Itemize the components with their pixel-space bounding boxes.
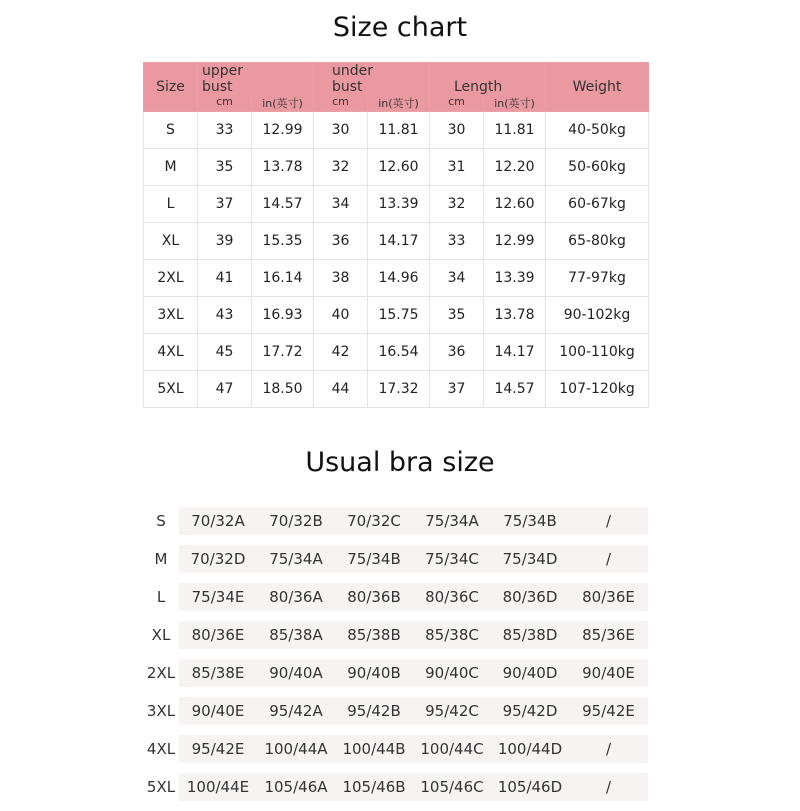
weight-header: Weight [546, 63, 649, 112]
bra-size-value-cell: / [569, 545, 648, 573]
size-value-cell: 15.35 [252, 223, 314, 260]
size-value-cell: 13.39 [484, 260, 546, 297]
bra-size-row [143, 735, 648, 763]
bra-size-row [143, 583, 648, 611]
size-chart-row [144, 112, 649, 149]
bra-size-label-cell: XL [143, 621, 179, 649]
upper-bust-header: upper bust [198, 63, 252, 96]
size-label-cell: 3XL [144, 297, 198, 334]
size-value-cell: 40 [314, 297, 368, 334]
bra-size-value-cell: 70/32D [179, 545, 257, 573]
size-value-cell: 34 [314, 186, 368, 223]
size-value-cell: 60-67kg [546, 186, 649, 223]
size-chart-row [144, 186, 649, 223]
size-label-cell: 5XL [144, 371, 198, 408]
size-label-cell: 2XL [144, 260, 198, 297]
size-value-cell: 16.93 [252, 297, 314, 334]
bra-size-value-cell: 95/42E [569, 697, 648, 725]
bra-size-value-cell: 90/40A [257, 659, 335, 687]
bra-size-label-cell: 3XL [143, 697, 179, 725]
bra-size-row [143, 697, 648, 725]
size-value-cell: 44 [314, 371, 368, 408]
under-bust-header: under bust [314, 63, 368, 96]
unit-in: in(英寸) [368, 95, 430, 112]
size-value-cell: 43 [198, 297, 252, 334]
bra-size-value-cell: 85/38C [413, 621, 491, 649]
bra-size-table [143, 497, 648, 811]
unit-cm: cm [198, 95, 252, 112]
bra-size-value-cell: 100/44A [257, 735, 335, 763]
size-value-cell: 17.32 [368, 371, 430, 408]
size-value-cell: 38 [314, 260, 368, 297]
bra-size-label-cell: L [143, 583, 179, 611]
size-chart-row [144, 223, 649, 260]
bra-size-value-cell: 80/36E [179, 621, 257, 649]
unit-in: in(英寸) [484, 95, 546, 112]
bra-size-value-cell: 90/40E [569, 659, 648, 687]
unit-cm: cm [314, 95, 368, 112]
bra-size-value-cell: 85/38E [179, 659, 257, 687]
bra-size-value-cell: 85/38B [335, 621, 413, 649]
size-value-cell: 42 [314, 334, 368, 371]
size-value-cell: 41 [198, 260, 252, 297]
size-value-cell: 36 [430, 334, 484, 371]
size-value-cell: 37 [198, 186, 252, 223]
bra-size-value-cell: 90/40B [335, 659, 413, 687]
bra-size-value-cell: 105/46A [257, 773, 335, 801]
size-value-cell: 18.50 [252, 371, 314, 408]
size-value-cell: 13.39 [368, 186, 430, 223]
size-header: Size [144, 63, 198, 112]
size-chart-row [144, 334, 649, 371]
size-value-cell: 17.72 [252, 334, 314, 371]
size-value-cell: 15.75 [368, 297, 430, 334]
size-value-cell: 65-80kg [546, 223, 649, 260]
bra-size-value-cell: 75/34A [413, 507, 491, 535]
unit-in: in(英寸) [252, 95, 314, 112]
size-value-cell: 11.81 [484, 112, 546, 149]
bra-size-value-cell: 85/38D [491, 621, 569, 649]
size-value-cell: 45 [198, 334, 252, 371]
size-value-cell: 47 [198, 371, 252, 408]
size-chart-title: Size chart [332, 12, 468, 43]
bra-size-value-cell: 80/36B [335, 583, 413, 611]
bra-size-value-cell: 75/34C [413, 545, 491, 573]
size-value-cell: 12.99 [484, 223, 546, 260]
bra-size-row [143, 659, 648, 687]
size-value-cell: 11.81 [368, 112, 430, 149]
size-label-cell: L [144, 186, 198, 223]
bra-size-value-cell: 70/32A [179, 507, 257, 535]
size-value-cell: 35 [198, 149, 252, 186]
size-chart-header-row [144, 63, 649, 96]
bra-size-label-cell: 5XL [143, 773, 179, 801]
bra-size-row [143, 507, 648, 535]
size-value-cell: 77-97kg [546, 260, 649, 297]
size-value-cell: 12.99 [252, 112, 314, 149]
size-chart-row [144, 297, 649, 334]
bra-size-value-cell: 95/42C [413, 697, 491, 725]
bra-size-value-cell: 100/44E [179, 773, 257, 801]
bra-size-value-cell: 75/34D [491, 545, 569, 573]
size-value-cell: 34 [430, 260, 484, 297]
bra-size-label-cell: 4XL [143, 735, 179, 763]
bra-size-value-cell: 85/36E [569, 621, 648, 649]
bra-size-value-cell: 75/34A [257, 545, 335, 573]
size-label-cell: XL [144, 223, 198, 260]
bra-size-value-cell: 100/44B [335, 735, 413, 763]
bra-size-value-cell: / [569, 735, 648, 763]
bra-size-value-cell: 85/38A [257, 621, 335, 649]
size-value-cell: 12.60 [368, 149, 430, 186]
size-chart-row [144, 260, 649, 297]
size-value-cell: 14.57 [252, 186, 314, 223]
bra-size-value-cell: 75/34B [491, 507, 569, 535]
bra-size-row [143, 621, 648, 649]
bra-size-title: Usual bra size [305, 447, 495, 478]
size-value-cell: 16.14 [252, 260, 314, 297]
bra-size-value-cell: 95/42D [491, 697, 569, 725]
bra-size-value-cell: 90/40E [179, 697, 257, 725]
bra-size-value-cell: 90/40C [413, 659, 491, 687]
size-value-cell: 13.78 [252, 149, 314, 186]
size-value-cell: 36 [314, 223, 368, 260]
size-value-cell: 14.57 [484, 371, 546, 408]
unit-cm: cm [430, 95, 484, 112]
bra-size-label-cell: 2XL [143, 659, 179, 687]
bra-size-label-cell: M [143, 545, 179, 573]
size-value-cell: 12.20 [484, 149, 546, 186]
size-chart-table [143, 62, 649, 408]
size-value-cell: 14.17 [368, 223, 430, 260]
size-value-cell: 32 [314, 149, 368, 186]
bra-size-row [143, 773, 648, 801]
bra-size-value-cell: 70/32B [257, 507, 335, 535]
size-chart-row [144, 149, 649, 186]
bra-size-value-cell: 80/36D [491, 583, 569, 611]
size-chart-row [144, 371, 649, 408]
size-value-cell: 40-50kg [546, 112, 649, 149]
size-value-cell: 33 [198, 112, 252, 149]
bra-size-value-cell: 95/42E [179, 735, 257, 763]
bra-size-value-cell: 105/46D [491, 773, 569, 801]
size-value-cell: 30 [430, 112, 484, 149]
size-value-cell: 50-60kg [546, 149, 649, 186]
size-label-cell: 4XL [144, 334, 198, 371]
size-value-cell: 12.60 [484, 186, 546, 223]
size-label-cell: S [144, 112, 198, 149]
size-value-cell: 35 [430, 297, 484, 334]
size-value-cell: 90-102kg [546, 297, 649, 334]
size-label-cell: M [144, 149, 198, 186]
bra-size-value-cell: 70/32C [335, 507, 413, 535]
bra-size-value-cell: 100/44C [413, 735, 491, 763]
bra-size-value-cell: 95/42A [257, 697, 335, 725]
size-value-cell: 14.17 [484, 334, 546, 371]
bra-size-value-cell: / [569, 507, 648, 535]
bra-size-value-cell: 80/36E [569, 583, 648, 611]
bra-size-value-cell: 90/40D [491, 659, 569, 687]
size-value-cell: 37 [430, 371, 484, 408]
bra-size-label-cell: S [143, 507, 179, 535]
bra-size-value-cell: / [569, 773, 648, 801]
bra-size-row [143, 545, 648, 573]
bra-size-value-cell: 95/42B [335, 697, 413, 725]
size-value-cell: 16.54 [368, 334, 430, 371]
bra-size-value-cell: 75/34E [179, 583, 257, 611]
bra-size-value-cell: 100/44D [491, 735, 569, 763]
length-header: Length [430, 63, 484, 96]
bra-size-value-cell: 105/46B [335, 773, 413, 801]
size-value-cell: 14.96 [368, 260, 430, 297]
bra-size-value-cell: 80/36C [413, 583, 491, 611]
size-value-cell: 100-110kg [546, 334, 649, 371]
size-value-cell: 107-120kg [546, 371, 649, 408]
size-value-cell: 13.78 [484, 297, 546, 334]
size-value-cell: 33 [430, 223, 484, 260]
size-value-cell: 32 [430, 186, 484, 223]
bra-size-value-cell: 80/36A [257, 583, 335, 611]
size-value-cell: 30 [314, 112, 368, 149]
bra-size-value-cell: 75/34B [335, 545, 413, 573]
bra-size-value-cell: 105/46C [413, 773, 491, 801]
size-value-cell: 31 [430, 149, 484, 186]
size-value-cell: 39 [198, 223, 252, 260]
